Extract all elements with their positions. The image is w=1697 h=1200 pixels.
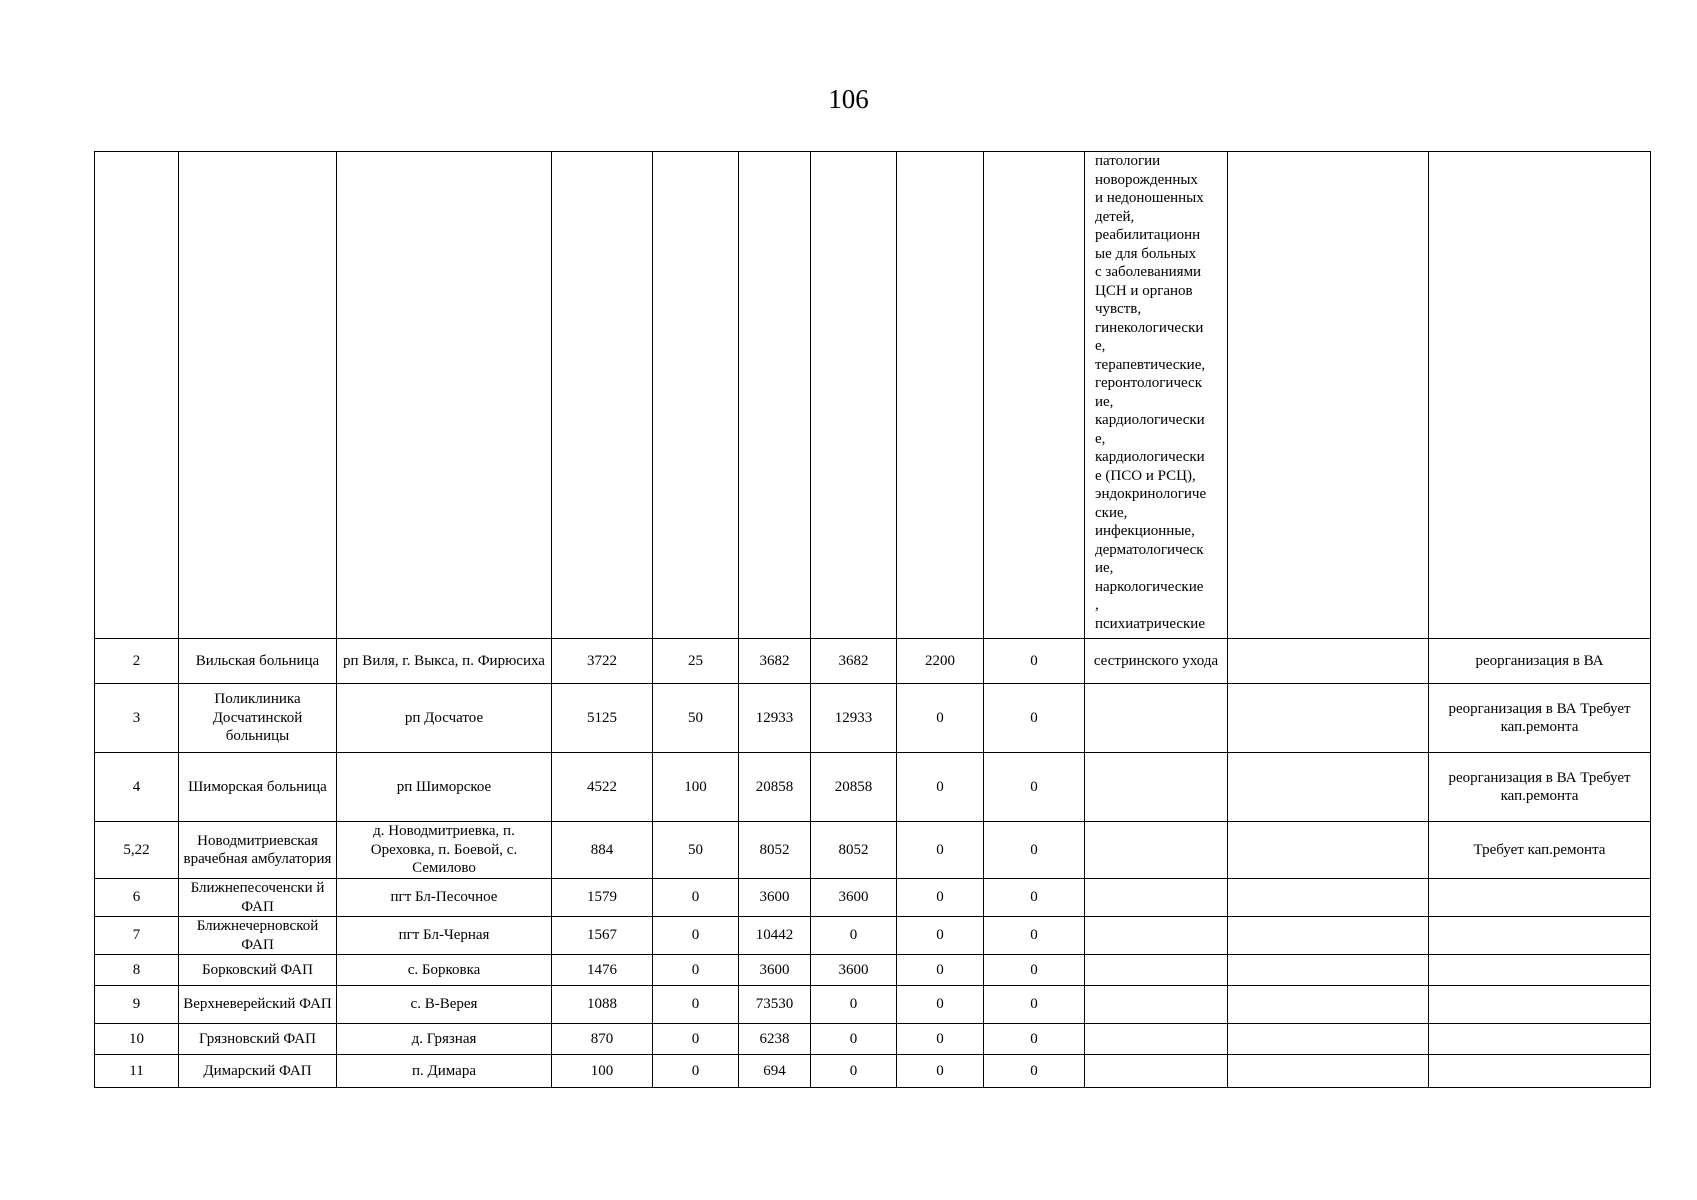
profile-line: психиатрические bbox=[1095, 615, 1205, 632]
cell-c6: 0 bbox=[984, 639, 1085, 684]
cell-c3: 73530 bbox=[739, 986, 811, 1024]
cell-c3: 3600 bbox=[739, 879, 811, 917]
cell-note bbox=[1429, 152, 1651, 639]
cell-address: пгт Бл-Черная bbox=[337, 917, 552, 955]
profile-line: терапевтические, bbox=[1095, 356, 1206, 373]
cell-c6: 0 bbox=[984, 917, 1085, 955]
table-row bbox=[95, 753, 1651, 822]
cell-c4: 20858 bbox=[811, 753, 897, 822]
profile-line: наркологические bbox=[1095, 578, 1204, 595]
cell-note bbox=[1429, 1024, 1651, 1055]
cell-c4: 3600 bbox=[811, 955, 897, 986]
cell-profile bbox=[1085, 955, 1228, 986]
cell-c4: 3600 bbox=[811, 879, 897, 917]
cell-c5: 0 bbox=[897, 753, 984, 822]
table-row bbox=[95, 1055, 1651, 1088]
cell-c3: 3600 bbox=[739, 955, 811, 986]
cell-num: 11 bbox=[95, 1055, 179, 1088]
cell-num: 3 bbox=[95, 684, 179, 753]
cell-num: 6 bbox=[95, 879, 179, 917]
cell-num: 9 bbox=[95, 986, 179, 1024]
cell-c1: 1088 bbox=[552, 986, 653, 1024]
cell-c6: 0 bbox=[984, 955, 1085, 986]
profile-line: гинекологически bbox=[1095, 319, 1204, 336]
profile-line: ЦСН и органов bbox=[1095, 282, 1193, 299]
cell-c1: 5125 bbox=[552, 684, 653, 753]
cell-note: реорганизация в ВА Требует кап.ремонта bbox=[1429, 684, 1651, 753]
cell-extra bbox=[1228, 879, 1429, 917]
cell-c4: 12933 bbox=[811, 684, 897, 753]
cell-c5 bbox=[897, 152, 984, 639]
cell-extra bbox=[1228, 684, 1429, 753]
cell-name: Димарский ФАП bbox=[179, 1055, 337, 1088]
cell-c3: 3682 bbox=[739, 639, 811, 684]
profile-line: ские, bbox=[1095, 504, 1128, 521]
cell-note bbox=[1429, 917, 1651, 955]
profile-line: ие, bbox=[1095, 393, 1114, 410]
facilities-table bbox=[94, 151, 1651, 1088]
table-row bbox=[95, 986, 1651, 1024]
cell-profile bbox=[1085, 917, 1228, 955]
profile-line: е, bbox=[1095, 338, 1106, 354]
cell-c3: 10442 bbox=[739, 917, 811, 955]
cell-num: 7 bbox=[95, 917, 179, 955]
cell-c4: 0 bbox=[811, 1024, 897, 1055]
cell-c1: 3722 bbox=[552, 639, 653, 684]
cell-c1: 100 bbox=[552, 1055, 653, 1088]
cell-c6: 0 bbox=[984, 822, 1085, 879]
cell-address: с. В-Верея bbox=[337, 986, 552, 1024]
cell-c2: 50 bbox=[653, 822, 739, 879]
cell-c3: 12933 bbox=[739, 684, 811, 753]
cell-c6: 0 bbox=[984, 986, 1085, 1024]
cell-c1: 1567 bbox=[552, 917, 653, 955]
cell-profile bbox=[1085, 879, 1228, 917]
profile-line: с заболеваниями bbox=[1095, 264, 1202, 280]
cell-extra bbox=[1228, 917, 1429, 955]
cell-name: Борковский ФАП bbox=[179, 955, 337, 986]
cell-c5: 0 bbox=[897, 955, 984, 986]
cell-c4: 3682 bbox=[811, 639, 897, 684]
cell-extra bbox=[1228, 822, 1429, 879]
table-row bbox=[95, 684, 1651, 753]
cell-c1: 884 bbox=[552, 822, 653, 879]
cell-c2: 0 bbox=[653, 986, 739, 1024]
cell-c5: 0 bbox=[897, 684, 984, 753]
cell-c5: 0 bbox=[897, 822, 984, 879]
table-row bbox=[95, 879, 1651, 917]
cell-c2: 25 bbox=[653, 639, 739, 684]
cell-c3: 20858 bbox=[739, 753, 811, 822]
cell-c2: 0 bbox=[653, 879, 739, 917]
cell-note: реорганизация в ВА Требует кап.ремонта bbox=[1429, 753, 1651, 822]
cell-name: Верхневерейский ФАП bbox=[179, 986, 337, 1024]
profile-line: и недоношенных bbox=[1095, 190, 1204, 206]
cell-c1: 1476 bbox=[552, 955, 653, 986]
cell-profile bbox=[1085, 1055, 1228, 1088]
cell-c1: 1579 bbox=[552, 879, 653, 917]
cell-c6 bbox=[984, 152, 1085, 639]
cell-name: Грязновский ФАП bbox=[179, 1024, 337, 1055]
cell-c6: 0 bbox=[984, 753, 1085, 822]
profile-line: детей, bbox=[1095, 208, 1135, 225]
profile-line: новорожденных bbox=[1095, 171, 1198, 188]
profile-line: геронтологическ bbox=[1095, 375, 1202, 391]
cell-address: рп Досчатое bbox=[337, 684, 552, 753]
profile-line: ие, bbox=[1095, 560, 1114, 576]
profile-line: реабилитационн bbox=[1095, 227, 1201, 243]
table-row bbox=[95, 639, 1651, 684]
cell-address bbox=[337, 152, 552, 639]
cell-c2 bbox=[653, 152, 739, 639]
cell-c2: 0 bbox=[653, 1055, 739, 1088]
cell-address: п. Димара bbox=[337, 1055, 552, 1088]
cell-extra bbox=[1228, 955, 1429, 986]
cell-c6: 0 bbox=[984, 879, 1085, 917]
cell-c5: 2200 bbox=[897, 639, 984, 684]
profile-line: чувств, bbox=[1095, 301, 1142, 317]
cell-name: Ближнечерновской ФАП bbox=[179, 917, 337, 955]
cell-num: 4 bbox=[95, 753, 179, 822]
cell-c1 bbox=[552, 152, 653, 639]
cell-extra bbox=[1228, 639, 1429, 684]
cell-c2: 0 bbox=[653, 955, 739, 986]
cell-c4: 0 bbox=[811, 917, 897, 955]
cell-c2: 100 bbox=[653, 753, 739, 822]
cell-name: Поликлиника Досчатинской больницы bbox=[179, 684, 337, 753]
cell-profile bbox=[1085, 684, 1228, 753]
cell-profile bbox=[1085, 822, 1228, 879]
profile-line: дерматологическ bbox=[1095, 541, 1204, 558]
cell-c6: 0 bbox=[984, 1024, 1085, 1055]
cell-name: Вильская больница bbox=[179, 639, 337, 684]
profile-line: кардиологически bbox=[1095, 449, 1205, 465]
cell-c5: 0 bbox=[897, 1024, 984, 1055]
cell-extra bbox=[1228, 1055, 1429, 1088]
cell-c3: 694 bbox=[739, 1055, 811, 1088]
cell-c2: 0 bbox=[653, 917, 739, 955]
profile-line: патологии bbox=[1095, 153, 1161, 169]
table-row bbox=[95, 955, 1651, 986]
profile-line: е (ПСО и РСЦ), bbox=[1095, 467, 1196, 484]
cell-note: Требует кап.ремонта bbox=[1429, 822, 1651, 879]
cell-c4 bbox=[811, 152, 897, 639]
cell-c4: 0 bbox=[811, 986, 897, 1024]
cell-c6: 0 bbox=[984, 1055, 1085, 1088]
cell-num: 8 bbox=[95, 955, 179, 986]
cell-c5: 0 bbox=[897, 1055, 984, 1088]
cell-extra bbox=[1228, 152, 1429, 639]
cell-extra bbox=[1228, 986, 1429, 1024]
profile-line: , bbox=[1095, 597, 1099, 613]
cell-c3: 8052 bbox=[739, 822, 811, 879]
table-row bbox=[95, 917, 1651, 955]
cell-num: 5,22 bbox=[95, 822, 179, 879]
cell-num bbox=[95, 152, 179, 639]
cell-c2: 0 bbox=[653, 1024, 739, 1055]
profile-line: кардиологически bbox=[1095, 412, 1205, 428]
cell-note: реорганизация в ВА bbox=[1429, 639, 1651, 684]
profile-line: инфекционные, bbox=[1095, 523, 1195, 539]
profile-line: эндокринологиче bbox=[1095, 486, 1207, 502]
cell-num: 10 bbox=[95, 1024, 179, 1055]
cell-c4: 8052 bbox=[811, 822, 897, 879]
cell-name bbox=[179, 152, 337, 639]
profile-line: е, bbox=[1095, 430, 1106, 447]
cell-c2: 50 bbox=[653, 684, 739, 753]
cell-name: Шиморская больница bbox=[179, 753, 337, 822]
cell-address: д. Грязная bbox=[337, 1024, 552, 1055]
cell-address: с. Борковка bbox=[337, 955, 552, 986]
cell-c4: 0 bbox=[811, 1055, 897, 1088]
cell-name: Ближнепесоченски й ФАП bbox=[179, 879, 337, 917]
cell-profile: сестринского ухода bbox=[1085, 639, 1228, 684]
cell-c6: 0 bbox=[984, 684, 1085, 753]
cell-profile bbox=[1085, 1024, 1228, 1055]
cell-c3 bbox=[739, 152, 811, 639]
cell-c3: 6238 bbox=[739, 1024, 811, 1055]
cell-note bbox=[1429, 986, 1651, 1024]
cell-c5: 0 bbox=[897, 986, 984, 1024]
cell-c5: 0 bbox=[897, 917, 984, 955]
table-row bbox=[95, 1024, 1651, 1055]
cell-profile-list bbox=[1085, 152, 1228, 639]
page-number: 106 bbox=[828, 84, 869, 114]
profile-line: ые для больных bbox=[1095, 245, 1197, 262]
cell-address: рп Шиморское bbox=[337, 753, 552, 822]
cell-address: д. Новодмитриевка, п. Ореховка, п. Боевой, с. Семилово bbox=[337, 822, 552, 879]
cell-extra bbox=[1228, 1024, 1429, 1055]
cell-name: Новодмитриевская врачебная амбулатория bbox=[179, 822, 337, 879]
cell-c5: 0 bbox=[897, 879, 984, 917]
cell-num: 2 bbox=[95, 639, 179, 684]
cell-address: рп Виля, г. Выкса, п. Фирюсиха bbox=[337, 639, 552, 684]
cell-note bbox=[1429, 1055, 1651, 1088]
cell-note bbox=[1429, 879, 1651, 917]
cell-profile bbox=[1085, 753, 1228, 822]
cell-address: пгт Бл-Песочное bbox=[337, 879, 552, 917]
cell-c1: 4522 bbox=[552, 753, 653, 822]
cell-extra bbox=[1228, 753, 1429, 822]
cell-note bbox=[1429, 955, 1651, 986]
table-row bbox=[95, 822, 1651, 879]
cell-c1: 870 bbox=[552, 1024, 653, 1055]
cell-profile bbox=[1085, 986, 1228, 1024]
table-row-continuation bbox=[95, 152, 1651, 639]
